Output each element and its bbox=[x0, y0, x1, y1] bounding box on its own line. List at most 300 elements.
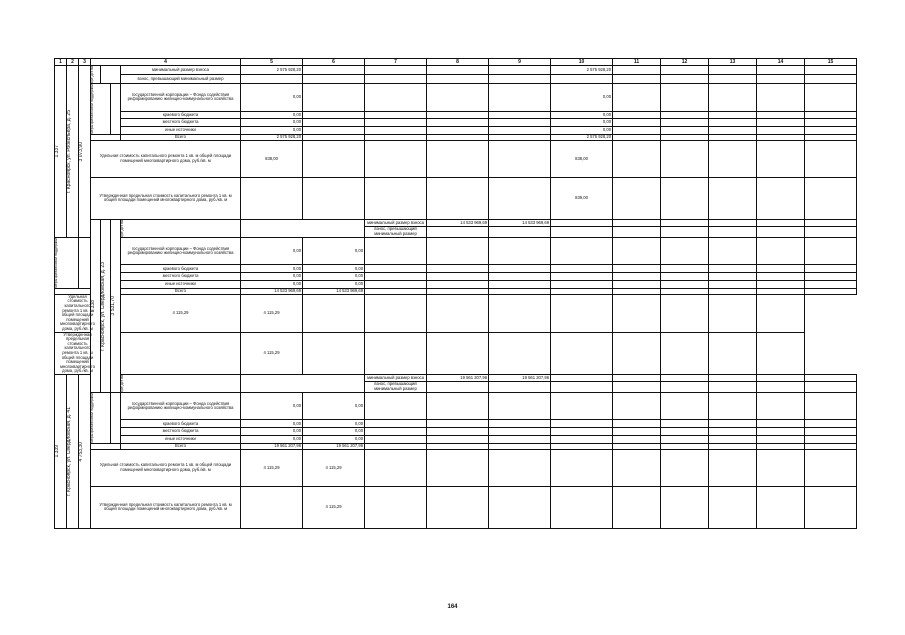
row-label-other: иные источники bbox=[121, 127, 241, 135]
block-area-cell bbox=[111, 219, 121, 392]
value-col-5: 2 575 928,20 bbox=[241, 134, 303, 140]
header-col-2: 2 bbox=[67, 59, 79, 66]
block-row-local bbox=[55, 119, 857, 127]
funds-side-cell bbox=[121, 219, 241, 237]
value-col-10 bbox=[709, 219, 757, 226]
cols-11-15-empty-cell bbox=[709, 140, 757, 177]
value-col-6: 0,00 bbox=[303, 420, 365, 428]
cols-7-9-empty-cell bbox=[427, 119, 489, 127]
cols-11-15-empty-cell bbox=[757, 127, 805, 135]
row-label-unit-cost: Удельная стоимость капитального ремонта 1 кв. м общей площади помещений многоквартирного дома, руб./кв. м bbox=[55, 294, 101, 332]
value-col-10: 2 575 928,20 bbox=[551, 66, 613, 75]
value-col-10 bbox=[551, 486, 613, 528]
block-row-unit-cost bbox=[55, 449, 857, 486]
cols-7-9-empty-cell bbox=[365, 486, 427, 528]
cols-11-15-empty-cell bbox=[613, 436, 661, 444]
value-col-6: 0,00 bbox=[303, 428, 365, 436]
value-col-5: 14 533 969,69 bbox=[241, 288, 303, 294]
value-col-10 bbox=[709, 381, 757, 392]
cols-7-9-empty-cell bbox=[427, 393, 489, 420]
cols-11-15-empty-cell bbox=[757, 226, 805, 237]
cols-11-15-empty-cell bbox=[805, 381, 857, 392]
cols-7-9-empty-cell bbox=[661, 219, 709, 226]
cols-11-15-empty-cell bbox=[757, 420, 805, 428]
cols-11-15-empty-cell bbox=[613, 393, 661, 420]
value-col-5: 19 561 207,96 bbox=[427, 374, 489, 381]
cols-11-15-empty-cell bbox=[613, 420, 661, 428]
value-col-10: 0,00 bbox=[551, 119, 613, 127]
cols-11-15-empty-cell bbox=[805, 66, 857, 75]
cols-7-9-empty-cell bbox=[489, 428, 551, 436]
header-col-13: 13 bbox=[709, 59, 757, 66]
value-col-6: 4 115,29 bbox=[303, 486, 365, 528]
cols-7-9-empty-cell bbox=[427, 332, 489, 374]
value-col-6 bbox=[303, 127, 365, 135]
cols-11-15-empty-cell bbox=[757, 219, 805, 226]
value-col-5: 0,00 bbox=[241, 420, 303, 428]
value-col-10: 0,00 bbox=[551, 111, 613, 119]
cols-11-15-empty-cell bbox=[757, 140, 805, 177]
value-col-10 bbox=[551, 238, 613, 265]
block-address: г. Красноярск, ул. Свердловская, д. 23 bbox=[100, 261, 106, 351]
cols-11-15-empty-cell bbox=[805, 127, 857, 135]
cols-7-9-empty-cell bbox=[365, 66, 427, 75]
cols-11-15-empty-cell bbox=[709, 393, 757, 420]
block-row-fund bbox=[55, 84, 857, 111]
cols-11-15-empty-cell bbox=[757, 265, 805, 273]
block-address: г. Красноярск, ул. Свердловская, д. 41 bbox=[66, 407, 72, 496]
cols-7-9-empty-cell bbox=[427, 486, 489, 528]
value-col-5: 0,00 bbox=[241, 111, 303, 119]
cols-7-9-empty-cell bbox=[661, 226, 709, 237]
cols-11-15-empty-cell bbox=[661, 486, 709, 528]
block-address: г. Красноярск, ул. Робеспьера, д. 25 bbox=[66, 109, 72, 194]
value-col-6 bbox=[303, 84, 365, 111]
header-col-14: 14 bbox=[757, 59, 805, 66]
row-label-min: минимальный размер взноса bbox=[365, 374, 427, 381]
cols-11-15-empty-cell bbox=[661, 111, 709, 119]
value-col-10: 0,00 bbox=[551, 84, 613, 111]
cols-7-9-empty-cell bbox=[427, 84, 489, 111]
cols-7-9-empty-cell bbox=[427, 127, 489, 135]
cols-11-15-empty-cell bbox=[805, 226, 857, 237]
cols-11-15-empty-cell bbox=[805, 486, 857, 528]
cols-7-9-empty-cell bbox=[661, 374, 709, 381]
cols-7-9-empty-cell bbox=[489, 486, 551, 528]
value-col-5: 19 561 207,96 bbox=[241, 443, 303, 449]
row-label-regional: краевого бюджета bbox=[121, 265, 241, 273]
cols-11-15-empty-cell bbox=[661, 66, 709, 75]
cols-7-9-empty-cell bbox=[365, 449, 427, 486]
cols-11-15-empty-cell bbox=[709, 177, 757, 219]
cols-7-9-empty-cell bbox=[303, 294, 365, 332]
block-row-fund bbox=[55, 238, 857, 265]
cols-11-15-empty-cell bbox=[805, 265, 857, 273]
cols-11-15-empty-cell bbox=[661, 273, 709, 281]
cols-11-15-empty-cell bbox=[805, 238, 857, 265]
funds-side-label: сре дст ва bbox=[120, 219, 124, 238]
row-label-fund: государственной корпорации – Фонда содействия реформированию жилищно-коммунального хозяйства bbox=[121, 84, 241, 111]
block-area: 3 073,90 bbox=[78, 141, 84, 162]
cols-11-15-empty-cell bbox=[661, 238, 709, 265]
cols-7-9-empty-cell bbox=[489, 119, 551, 127]
row-label-min: минимальный размер взноса bbox=[365, 219, 427, 226]
block-row-regional bbox=[55, 265, 857, 273]
cols-11-15-empty-cell bbox=[709, 84, 757, 111]
value-col-6: 19 561 207,96 bbox=[303, 443, 365, 449]
header-col-10: 10 bbox=[551, 59, 613, 66]
cols-11-15-empty-cell bbox=[805, 436, 857, 444]
value-col-6 bbox=[303, 111, 365, 119]
cols-11-15-empty-cell bbox=[757, 75, 805, 84]
cols-7-9-empty-cell bbox=[489, 281, 551, 289]
row-label-total: Всего bbox=[121, 288, 241, 294]
value-col-5 bbox=[427, 381, 489, 392]
cols-11-15-empty-cell bbox=[757, 332, 805, 374]
cols-7-9-empty-cell bbox=[427, 420, 489, 428]
header-col-6: 6 bbox=[303, 59, 365, 66]
block-area-cell bbox=[79, 374, 91, 528]
cols-7-9-empty-cell bbox=[427, 238, 489, 265]
cols-11-15-empty-cell bbox=[551, 294, 613, 332]
cols-7-9-empty-cell bbox=[365, 265, 427, 273]
cols-7-9-empty-cell bbox=[489, 393, 551, 420]
cols-11-15-empty-cell bbox=[709, 75, 757, 84]
cols-11-15-empty-cell bbox=[757, 449, 805, 486]
cols-11-15-empty-cell bbox=[613, 119, 661, 127]
value-col-6 bbox=[489, 226, 551, 237]
cols-11-15-empty-cell bbox=[805, 288, 857, 294]
cols-7-9-empty-cell bbox=[489, 238, 551, 265]
value-col-5 bbox=[241, 75, 303, 84]
cols-7-9-empty-cell bbox=[489, 449, 551, 486]
row-label-min: минимальный размер взноса bbox=[121, 66, 241, 75]
funds-side-cell bbox=[121, 374, 241, 392]
cols-7-9-empty-cell bbox=[489, 177, 551, 219]
cols-7-9-empty-cell bbox=[427, 75, 489, 84]
cols-11-15-empty-cell bbox=[661, 75, 709, 84]
cols-7-9-empty-cell bbox=[303, 332, 365, 374]
measures-sub-cell bbox=[111, 84, 121, 135]
cols-7-9-empty-cell bbox=[489, 127, 551, 135]
cols-11-15-empty-cell bbox=[805, 374, 857, 381]
cols-7-9-empty-cell bbox=[613, 381, 661, 392]
cols-11-15-empty-cell bbox=[613, 140, 661, 177]
cols-11-15-empty-cell bbox=[613, 265, 661, 273]
cols-7-9-empty-cell bbox=[427, 140, 489, 177]
cols-11-15-empty-cell bbox=[613, 281, 661, 289]
cols-7-9-empty-cell bbox=[365, 273, 427, 281]
block-row-limit-cost bbox=[55, 332, 857, 374]
cols-7-9-empty-cell bbox=[427, 428, 489, 436]
cols-11-15-empty-cell bbox=[661, 449, 709, 486]
header-col-8: 8 bbox=[427, 59, 489, 66]
value-col-5: 0,00 bbox=[241, 265, 303, 273]
cols-11-15-empty-cell bbox=[805, 140, 857, 177]
block-row-regional bbox=[55, 420, 857, 428]
row-label-total: Всего bbox=[121, 443, 241, 449]
row-label-over: взнос, превышающий минимальный размер bbox=[121, 75, 241, 84]
cols-7-9-empty-cell bbox=[489, 265, 551, 273]
block-row-min bbox=[55, 66, 857, 75]
cols-11-15-empty-cell bbox=[551, 332, 613, 374]
cols-7-9-empty-cell bbox=[551, 219, 613, 226]
cols-7-9-empty-cell bbox=[427, 436, 489, 444]
row-label-regional: краевого бюджета bbox=[121, 420, 241, 428]
block-area-cell bbox=[79, 66, 91, 238]
value-col-6 bbox=[303, 66, 365, 75]
block-number-cell bbox=[55, 374, 67, 528]
value-col-6 bbox=[489, 381, 551, 392]
block-row-fund bbox=[55, 393, 857, 420]
row-label-limit-cost: Утвержденная предельная стоимость капитального ремонта 1 кв. м общей площади помещений многоквартирного дома, руб./кв. м bbox=[91, 486, 241, 528]
value-col-6: 19 561 207,96 bbox=[489, 374, 551, 381]
cols-11-15-empty-cell bbox=[709, 127, 757, 135]
block-number: 1.338 bbox=[90, 299, 96, 313]
cols-11-15-empty-cell bbox=[757, 119, 805, 127]
value-col-10 bbox=[551, 420, 613, 428]
value-col-5 bbox=[241, 486, 303, 528]
cols-7-9-empty-cell bbox=[427, 66, 489, 75]
cols-7-9-empty-cell bbox=[489, 66, 551, 75]
value-col-5 bbox=[241, 177, 303, 219]
value-col-6: 0,00 bbox=[303, 393, 365, 420]
cols-7-9-empty-cell bbox=[489, 420, 551, 428]
cols-7-9-empty-cell bbox=[427, 273, 489, 281]
cols-11-15-empty-cell bbox=[613, 273, 661, 281]
value-col-6 bbox=[303, 75, 365, 84]
row-label-local: местного бюджета bbox=[121, 119, 241, 127]
cols-11-15-empty-cell bbox=[757, 273, 805, 281]
cols-7-9-empty-cell bbox=[427, 111, 489, 119]
header-col-5: 5 bbox=[241, 59, 303, 66]
cols-11-15-empty-cell bbox=[757, 381, 805, 392]
value-col-5: 4 115,29 bbox=[121, 294, 241, 332]
cols-7-9-empty-cell bbox=[365, 75, 427, 84]
cols-11-15-empty-cell bbox=[661, 420, 709, 428]
cols-11-15-empty-cell bbox=[709, 486, 757, 528]
owners-side-cell bbox=[241, 219, 365, 237]
cols-11-15-empty-cell bbox=[709, 449, 757, 486]
cols-11-15-empty-cell bbox=[757, 428, 805, 436]
block-address-cell bbox=[67, 66, 79, 238]
row-label-fund: государственной корпорации – Фонда содействия реформированию жилищно-коммунального хозяйства bbox=[121, 238, 241, 265]
row-label-over: взнос, превышающий минимальный размер bbox=[365, 226, 427, 237]
cols-7-9-empty-cell bbox=[489, 140, 551, 177]
cols-7-9-empty-cell bbox=[365, 294, 427, 332]
cols-7-9-empty-cell bbox=[613, 219, 661, 226]
cols-11-15-empty-cell bbox=[709, 332, 757, 374]
cols-11-15-empty-cell bbox=[613, 428, 661, 436]
block-number: 1.337 bbox=[54, 145, 60, 158]
measures-cell bbox=[91, 393, 111, 444]
cols-11-15-empty-cell bbox=[613, 177, 661, 219]
block-row-limit-cost bbox=[55, 177, 857, 219]
value-col-10: 0,00 bbox=[551, 127, 613, 135]
value-col-6: 14 533 969,69 bbox=[303, 288, 365, 294]
cols-7-9-empty-cell bbox=[365, 428, 427, 436]
value-col-6: 4 115,29 bbox=[241, 332, 303, 374]
cols-7-9-empty-cell bbox=[365, 111, 427, 119]
cols-11-15-empty-cell bbox=[805, 75, 857, 84]
cols-11-15-empty-cell bbox=[613, 127, 661, 135]
cols-11-15-empty-cell bbox=[613, 75, 661, 84]
cols-7-9-empty-cell bbox=[613, 226, 661, 237]
value-col-5: 0,00 bbox=[241, 84, 303, 111]
value-col-5: 0,00 bbox=[241, 428, 303, 436]
cols-7-9-empty-cell bbox=[489, 436, 551, 444]
cols-7-9-empty-cell bbox=[365, 177, 427, 219]
cols-11-15-empty-cell bbox=[805, 449, 857, 486]
column-number-row bbox=[55, 59, 857, 66]
cols-11-15-empty-cell bbox=[757, 177, 805, 219]
cols-7-9-empty-cell bbox=[489, 75, 551, 84]
cols-7-9-empty-cell bbox=[551, 226, 613, 237]
value-col-6: 0,00 bbox=[303, 281, 365, 289]
block-number: 1.339 bbox=[54, 445, 60, 458]
value-col-5: 0,00 bbox=[241, 238, 303, 265]
measures-label: меры финансовой поддержки bbox=[90, 393, 94, 443]
cols-11-15-empty-cell bbox=[757, 486, 805, 528]
cols-11-15-empty-cell bbox=[709, 420, 757, 428]
cols-11-15-empty-cell bbox=[661, 294, 709, 332]
cols-11-15-empty-cell bbox=[805, 111, 857, 119]
owners-side-cell bbox=[101, 66, 121, 84]
funds-side-cell bbox=[91, 66, 101, 84]
cols-7-9-empty-cell bbox=[427, 294, 489, 332]
value-col-10 bbox=[551, 436, 613, 444]
row-label-limit-cost: Утвержденная предельная стоимость капитального ремонта 1 кв. м общей площади помещений многоквартирного дома, руб./кв. м bbox=[55, 332, 101, 374]
value-col-10 bbox=[551, 75, 613, 84]
value-col-5: 0,00 bbox=[241, 273, 303, 281]
value-col-10 bbox=[551, 281, 613, 289]
value-col-10: 2 575 928,20 bbox=[551, 134, 613, 140]
cols-11-15-empty-cell bbox=[805, 273, 857, 281]
value-col-10: 838,00 bbox=[551, 140, 613, 177]
value-col-6: 14 533 969,69 bbox=[489, 219, 551, 226]
cols-11-15-empty-cell bbox=[613, 294, 661, 332]
value-col-5: 2 575 928,20 bbox=[241, 66, 303, 75]
header-col-3: 3 bbox=[79, 59, 91, 66]
value-col-5: 14 533 969,69 bbox=[427, 219, 489, 226]
measures-cell bbox=[91, 84, 111, 135]
row-label-unit-cost: Удельная стоимость капитального ремонта 1 кв. м общей площади помещений многоквартирного дома, руб./кв. м bbox=[91, 140, 241, 177]
measures-label: меры финансовой поддержки bbox=[90, 84, 94, 134]
cols-11-15-empty-cell bbox=[661, 436, 709, 444]
header-col-7: 7 bbox=[365, 59, 427, 66]
cols-11-15-empty-cell bbox=[709, 281, 757, 289]
value-col-5: 4 115,29 bbox=[241, 449, 303, 486]
block-row-min bbox=[55, 219, 857, 226]
block-address-cell bbox=[67, 374, 79, 528]
row-label-other: иные источники bbox=[121, 436, 241, 444]
cols-11-15-empty-cell bbox=[709, 273, 757, 281]
cols-7-9-empty-cell bbox=[365, 420, 427, 428]
cols-7-9-empty-cell bbox=[427, 265, 489, 273]
value-col-5: 0,00 bbox=[241, 436, 303, 444]
value-col-5: 0,00 bbox=[241, 393, 303, 420]
value-col-6: 0,00 bbox=[303, 265, 365, 273]
row-label-total: Всего bbox=[121, 134, 241, 140]
document-table-container bbox=[54, 58, 834, 529]
cols-11-15-empty-cell bbox=[757, 393, 805, 420]
cols-11-15-empty-cell bbox=[709, 238, 757, 265]
cols-11-15-empty-cell bbox=[805, 393, 857, 420]
cols-7-9-empty-cell bbox=[613, 374, 661, 381]
value-col-6 bbox=[303, 140, 365, 177]
cols-11-15-empty-cell bbox=[805, 420, 857, 428]
value-col-6: 4 115,29 bbox=[241, 294, 303, 332]
cols-11-15-empty-cell bbox=[709, 428, 757, 436]
value-col-10 bbox=[709, 374, 757, 381]
block-row-over bbox=[55, 75, 857, 84]
cols-11-15-empty-cell bbox=[709, 119, 757, 127]
cols-11-15-empty-cell bbox=[613, 238, 661, 265]
row-label-limit-cost: Утвержденная предельная стоимость капитального ремонта 1 кв. м общей площади помещений многоквартирного дома, руб./кв. м bbox=[91, 177, 241, 219]
cols-11-15-empty-cell bbox=[757, 436, 805, 444]
value-col-5: 0,00 bbox=[241, 119, 303, 127]
row-label-other: иные источники bbox=[121, 281, 241, 289]
value-col-5: 838,00 bbox=[241, 140, 303, 177]
cols-11-15-empty-cell bbox=[613, 66, 661, 75]
header-col-11: 11 bbox=[613, 59, 661, 66]
page-number: 164 bbox=[447, 604, 458, 610]
cols-11-15-empty-cell bbox=[757, 281, 805, 289]
cols-11-15-empty-cell bbox=[661, 119, 709, 127]
value-col-6: 0,00 bbox=[303, 238, 365, 265]
cols-11-15-empty-cell bbox=[709, 111, 757, 119]
row-label-local: местного бюджета bbox=[121, 428, 241, 436]
value-col-6 bbox=[303, 177, 365, 219]
cols-7-9-empty-cell bbox=[551, 381, 613, 392]
cols-11-15-empty-cell bbox=[805, 281, 857, 289]
cols-11-15-empty-cell bbox=[661, 84, 709, 111]
block-number-cell bbox=[55, 66, 67, 238]
row-label-regional: краевого бюджета bbox=[121, 111, 241, 119]
cols-11-15-empty-cell bbox=[661, 281, 709, 289]
cols-7-9-empty-cell bbox=[489, 273, 551, 281]
cols-11-15-empty-cell bbox=[757, 238, 805, 265]
cols-11-15-empty-cell bbox=[757, 84, 805, 111]
cols-11-15-empty-cell bbox=[613, 332, 661, 374]
value-col-10 bbox=[709, 226, 757, 237]
cols-7-9-empty-cell bbox=[365, 127, 427, 135]
cols-11-15-empty-cell bbox=[805, 119, 857, 127]
block-area: 3 531,70 bbox=[110, 296, 116, 316]
measures-sub-cell bbox=[111, 393, 121, 444]
cols-7-9-empty-cell bbox=[661, 381, 709, 392]
block-row-min bbox=[55, 374, 857, 381]
cols-11-15-empty-cell bbox=[613, 111, 661, 119]
measures-cell bbox=[55, 238, 79, 289]
cols-11-15-empty-cell bbox=[709, 66, 757, 75]
block-row-local bbox=[55, 428, 857, 436]
row-label-local: местного бюджета bbox=[121, 273, 241, 281]
block-row-regional bbox=[55, 111, 857, 119]
value-col-10 bbox=[489, 332, 551, 374]
cols-7-9-empty-cell bbox=[427, 449, 489, 486]
cols-11-15-empty-cell bbox=[805, 428, 857, 436]
cols-7-9-empty-cell bbox=[365, 140, 427, 177]
value-col-10 bbox=[551, 273, 613, 281]
value-col-10 bbox=[489, 294, 551, 332]
funds-side-label: сре дст ва bbox=[120, 374, 124, 393]
value-col-6: 0,00 bbox=[303, 436, 365, 444]
cols-11-15-empty-cell bbox=[805, 84, 857, 111]
value-col-5 bbox=[121, 332, 241, 374]
cols-11-15-empty-cell bbox=[661, 332, 709, 374]
table-body bbox=[55, 66, 857, 529]
